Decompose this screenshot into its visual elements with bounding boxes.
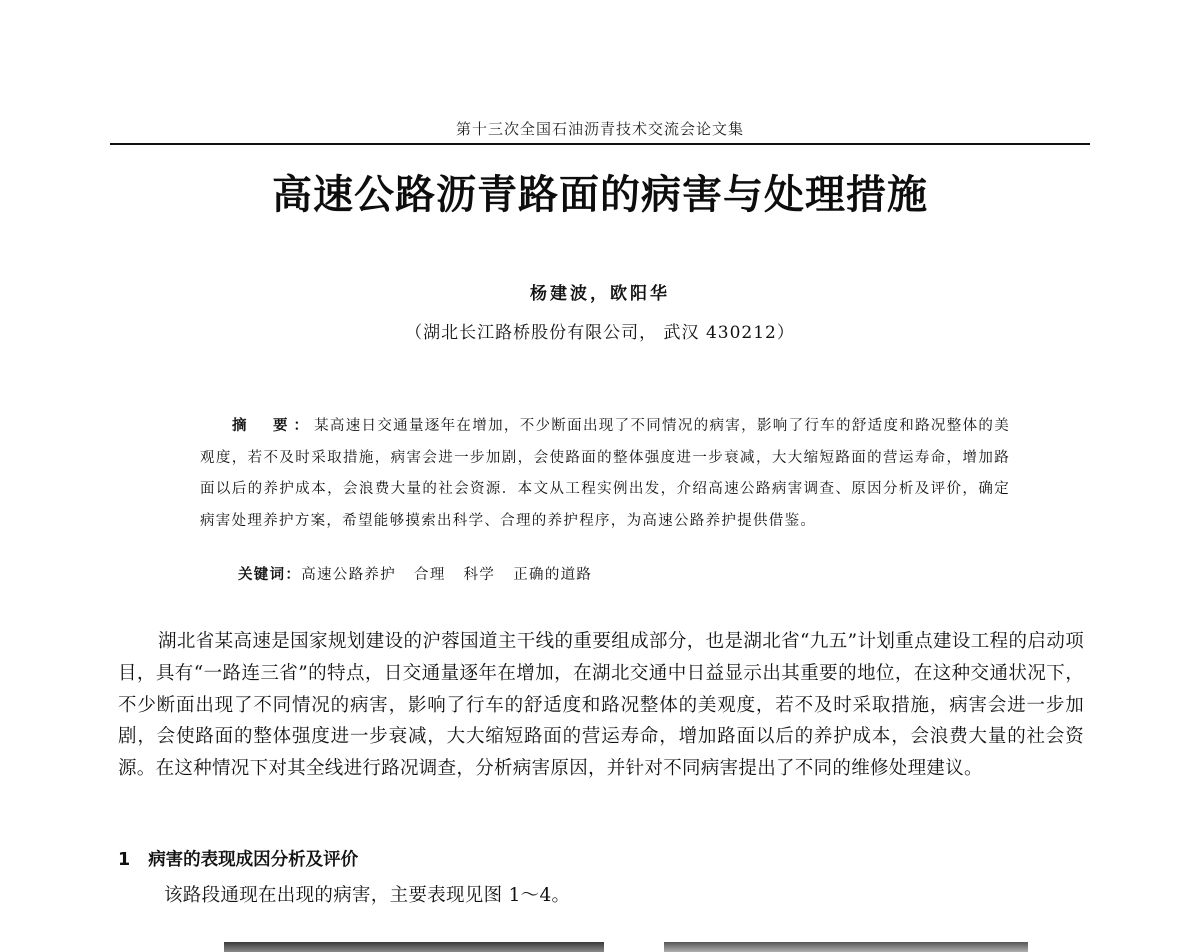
keyword: 高速公路养护	[301, 567, 397, 583]
section-number: 1	[118, 850, 131, 870]
figure-2-image	[664, 942, 1028, 952]
keyword: 科学	[463, 567, 496, 583]
keyword: 正确的道路	[513, 567, 593, 583]
paper-title: 高速公路沥青路面的病害与处理措施	[272, 172, 928, 218]
section-paragraph: 该路段通现在出现的病害，主要表现见图 1～4。	[164, 885, 571, 906]
section-heading	[118, 846, 1018, 871]
header-rule	[110, 143, 1090, 145]
affiliation: （湖北长江路桥股份有限公司， 武汉 430212）	[405, 323, 795, 343]
abstract-label: 摘 要：	[232, 417, 315, 434]
abstract	[200, 410, 1010, 537]
intro-paragraph: 湖北省某高速是国家规划建设的沪蓉国道主干线的重要组成部分，也是湖北省“九五”计划重点建设工程的启动项目，具有“一路连三省”的特点，日交通量逐年在增加，在湖北交通中日益显示出其重要的地位，在这种交通状况下，不少断面出现了不同情况的病害，影响了行车的舒适度和路况整体的美观度，若不及时采取措施，病害会进一步加剧，会使路面的整体强度进一步衰减，大大缩短路面的营运寿命，增加路面以后的养护成本，会浪费大量的社会资源。在这种情况下对其全线进行路况调查，分析病害原因，并针对不同病害提出了不同的维修处理建议。	[118, 631, 1084, 780]
running-header: 第十三次全国石油沥青技术交流会论文集	[455, 120, 744, 138]
keyword: 合理	[414, 567, 446, 583]
figure-1-image	[224, 942, 604, 952]
abstract-text: 某高速日交通量逐年在增加，不少断面出现了不同情况的病害，影响了行车的舒适度和路况整体的美观度，若不及时采取措施，病害会进一步加剧，会使路面的整体强度进一步衰减，大大缩短路面的营运寿命，增加路面以后的养护成本，会浪费大量的社会资源．本文从工程实例出发，介绍高速公路病害调查、原因分析及评价，确定病害处理养护方案，希望能够摸索出科学、合理的养护程序，为高速公路养护提供借鉴。	[200, 418, 1011, 529]
keywords-label: 关键词：	[238, 566, 302, 583]
authors: 杨建波，欧阳华	[530, 284, 670, 304]
section-title: 病害的表现成因分析及评价	[148, 850, 359, 870]
keywords	[238, 563, 998, 584]
